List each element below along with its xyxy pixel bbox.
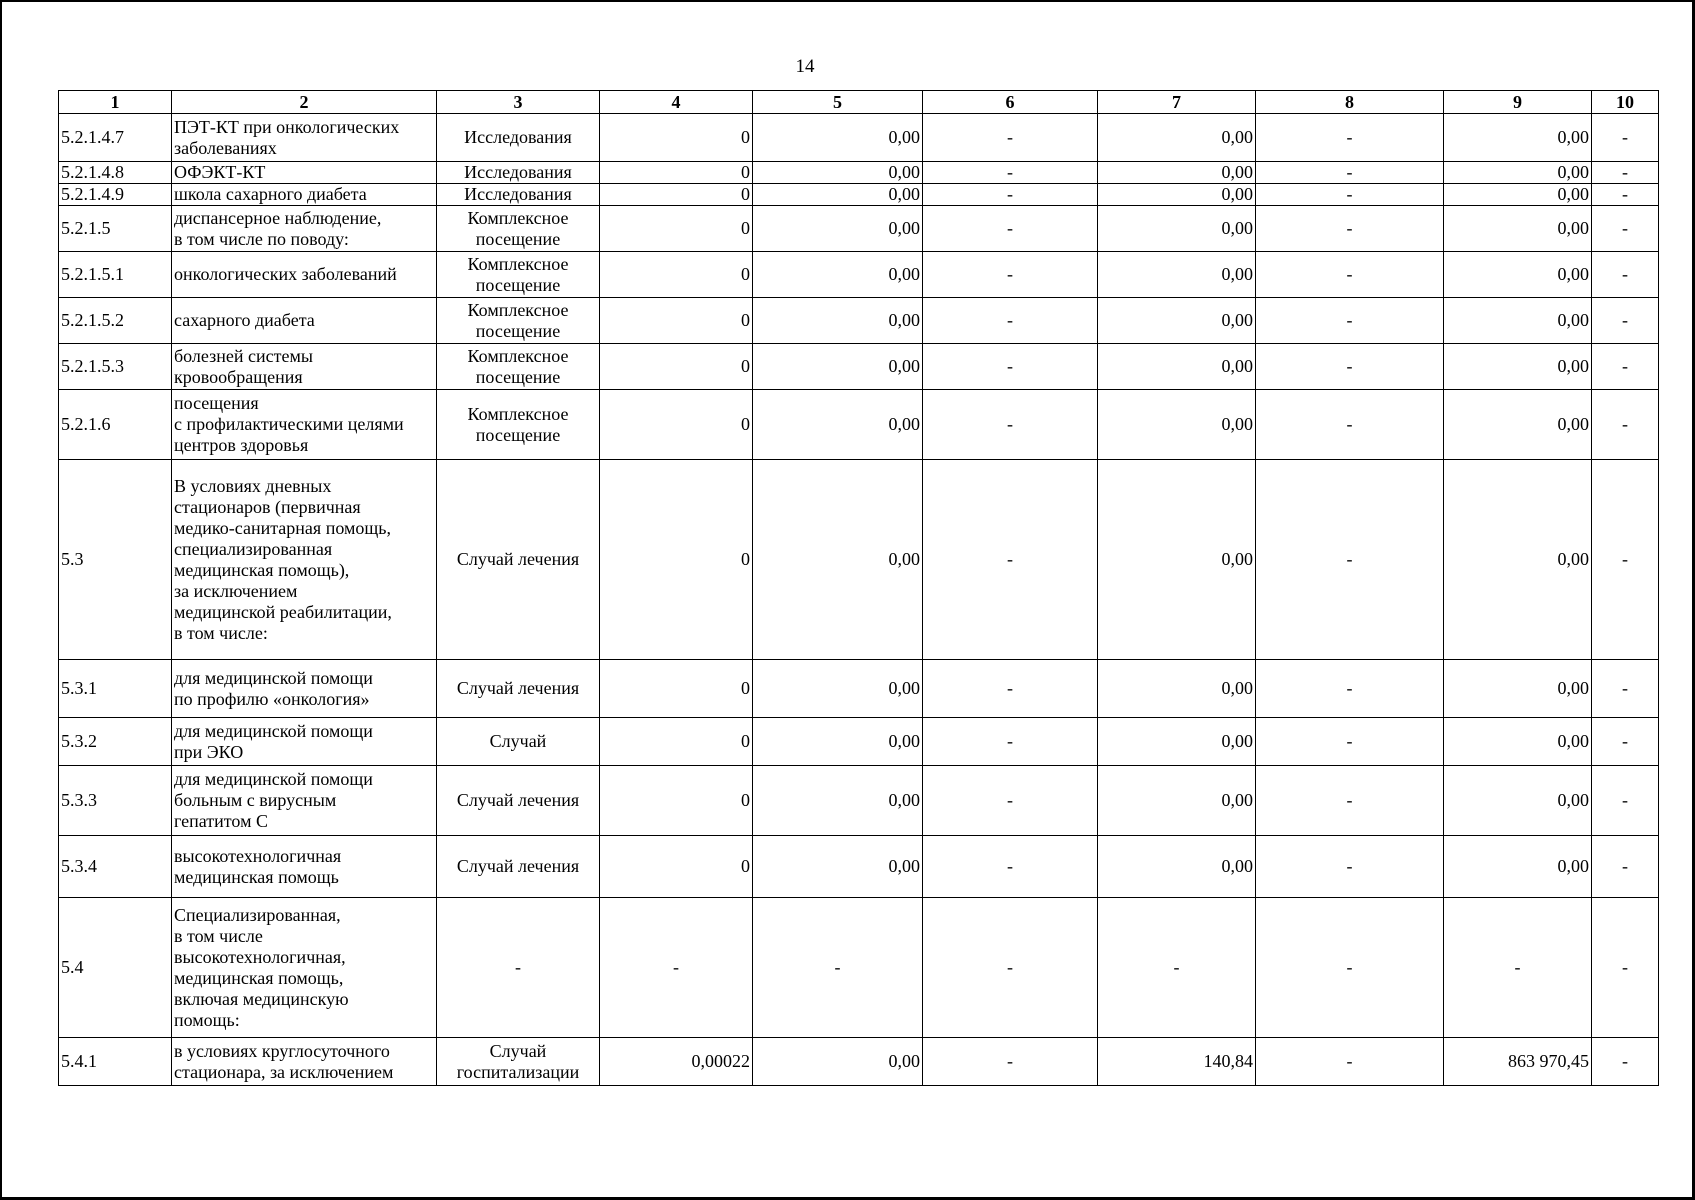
col5-value-cell: 0,00 xyxy=(753,390,923,460)
row-name-cell: болезней системы кровообращения xyxy=(172,344,437,390)
table-row xyxy=(59,1038,1659,1086)
row-code-cell: 5.3.3 xyxy=(59,766,172,836)
col4-value-cell: 0 xyxy=(600,298,753,344)
col4-value-cell: 0 xyxy=(600,184,753,206)
col6-value-cell: - xyxy=(923,660,1098,718)
table-row xyxy=(59,660,1659,718)
row-unit-cell: Случай госпитализации xyxy=(437,1038,600,1086)
row-code-cell: 5.2.1.4.8 xyxy=(59,162,172,184)
col9-value-cell: 0,00 xyxy=(1444,252,1592,298)
col4-value-cell: 0 xyxy=(600,718,753,766)
col5-value-cell: 0,00 xyxy=(753,298,923,344)
row-unit-cell: Комплексное посещение xyxy=(437,252,600,298)
row-name-cell: для медицинской помощи при ЭКО xyxy=(172,718,437,766)
col9-value-cell: 0,00 xyxy=(1444,298,1592,344)
table-row xyxy=(59,460,1659,660)
col7-value-cell: 0,00 xyxy=(1098,390,1256,460)
col10-value-cell: - xyxy=(1592,718,1659,766)
col5-value-cell: 0,00 xyxy=(753,162,923,184)
column-header: 7 xyxy=(1098,91,1256,114)
col10-value-cell: - xyxy=(1592,836,1659,898)
col10-value-cell: - xyxy=(1592,206,1659,252)
col5-value-cell: 0,00 xyxy=(753,660,923,718)
row-unit-cell: Случай лечения xyxy=(437,766,600,836)
row-name-cell: для медицинской помощи больным с вирусным гепатитом С xyxy=(172,766,437,836)
table-row xyxy=(59,344,1659,390)
col10-value-cell: - xyxy=(1592,460,1659,660)
col6-value-cell: - xyxy=(923,898,1098,1038)
col4-value-cell: 0 xyxy=(600,206,753,252)
col7-value-cell: 0,00 xyxy=(1098,460,1256,660)
col4-value-cell: 0 xyxy=(600,390,753,460)
col4-value-cell: 0 xyxy=(600,252,753,298)
col8-value-cell: - xyxy=(1256,898,1444,1038)
table-row xyxy=(59,184,1659,206)
col9-value-cell: 0,00 xyxy=(1444,344,1592,390)
row-unit-cell: - xyxy=(437,898,600,1038)
col6-value-cell: - xyxy=(923,344,1098,390)
row-unit-cell: Случай лечения xyxy=(437,836,600,898)
col4-value-cell: - xyxy=(600,898,753,1038)
table-row xyxy=(59,836,1659,898)
table-row xyxy=(59,252,1659,298)
col7-value-cell: 0,00 xyxy=(1098,766,1256,836)
col4-value-cell: 0 xyxy=(600,344,753,390)
table-row xyxy=(59,206,1659,252)
col8-value-cell: - xyxy=(1256,766,1444,836)
col5-value-cell: 0,00 xyxy=(753,718,923,766)
row-unit-cell: Комплексное посещение xyxy=(437,206,600,252)
row-name-cell: посещения с профилактическими целями центров здоровья xyxy=(172,390,437,460)
row-unit-cell: Комплексное посещение xyxy=(437,298,600,344)
row-code-cell: 5.2.1.5.3 xyxy=(59,344,172,390)
row-name-cell: сахарного диабета xyxy=(172,298,437,344)
row-unit-cell: Комплексное посещение xyxy=(437,344,600,390)
col4-value-cell: 0 xyxy=(600,766,753,836)
table-row xyxy=(59,162,1659,184)
col4-value-cell: 0 xyxy=(600,162,753,184)
col9-value-cell: 0,00 xyxy=(1444,114,1592,162)
scan-border-top xyxy=(0,0,1695,2)
col8-value-cell: - xyxy=(1256,206,1444,252)
col7-value-cell: 0,00 xyxy=(1098,836,1256,898)
row-name-cell: диспансерное наблюдение, в том числе по поводу: xyxy=(172,206,437,252)
column-header: 9 xyxy=(1444,91,1592,114)
col9-value-cell: 0,00 xyxy=(1444,836,1592,898)
table-row xyxy=(59,718,1659,766)
row-name-cell: школа сахарного диабета xyxy=(172,184,437,206)
col4-value-cell: 0 xyxy=(600,660,753,718)
row-unit-cell: Случай xyxy=(437,718,600,766)
col7-value-cell: 0,00 xyxy=(1098,162,1256,184)
col10-value-cell: - xyxy=(1592,1038,1659,1086)
row-code-cell: 5.3.4 xyxy=(59,836,172,898)
row-code-cell: 5.4.1 xyxy=(59,1038,172,1086)
column-header: 6 xyxy=(923,91,1098,114)
col5-value-cell: 0,00 xyxy=(753,206,923,252)
row-code-cell: 5.2.1.6 xyxy=(59,390,172,460)
row-name-cell: для медицинской помощи по профилю «онкология» xyxy=(172,660,437,718)
row-code-cell: 5.2.1.4.9 xyxy=(59,184,172,206)
table-row xyxy=(59,298,1659,344)
col9-value-cell: 0,00 xyxy=(1444,206,1592,252)
row-unit-cell: Исследования xyxy=(437,162,600,184)
col6-value-cell: - xyxy=(923,298,1098,344)
col8-value-cell: - xyxy=(1256,162,1444,184)
col7-value-cell: 0,00 xyxy=(1098,114,1256,162)
row-unit-cell: Случай лечения xyxy=(437,460,600,660)
col8-value-cell: - xyxy=(1256,660,1444,718)
table-row xyxy=(59,390,1659,460)
col9-value-cell: 0,00 xyxy=(1444,460,1592,660)
page-number: 14 xyxy=(795,56,815,77)
row-code-cell: 5.2.1.5.1 xyxy=(59,252,172,298)
col5-value-cell: 0,00 xyxy=(753,252,923,298)
col6-value-cell: - xyxy=(923,162,1098,184)
row-name-cell: онкологических заболеваний xyxy=(172,252,437,298)
row-name-cell: В условиях дневных стационаров (первичная медико-санитарная помощь, специализированная медицинская помощь), за исключением медицинской реабилитации, в том числе: xyxy=(172,460,437,660)
row-unit-cell: Случай лечения xyxy=(437,660,600,718)
row-name-cell: ОФЭКТ-КТ xyxy=(172,162,437,184)
column-header: 5 xyxy=(753,91,923,114)
col10-value-cell: - xyxy=(1592,184,1659,206)
row-name-cell: в условиях круглосуточного стационара, за исключением xyxy=(172,1038,437,1086)
row-code-cell: 5.2.1.5 xyxy=(59,206,172,252)
column-header: 4 xyxy=(600,91,753,114)
col4-value-cell: 0,00022 xyxy=(600,1038,753,1086)
scan-border-left xyxy=(0,0,2,1200)
col9-value-cell: 0,00 xyxy=(1444,766,1592,836)
col7-value-cell: 0,00 xyxy=(1098,252,1256,298)
row-code-cell: 5.3.1 xyxy=(59,660,172,718)
col5-value-cell: 0,00 xyxy=(753,460,923,660)
col7-value-cell: 0,00 xyxy=(1098,344,1256,390)
col5-value-cell: 0,00 xyxy=(753,114,923,162)
col5-value-cell: - xyxy=(753,898,923,1038)
column-header: 8 xyxy=(1256,91,1444,114)
row-unit-cell: Комплексное посещение xyxy=(437,390,600,460)
col8-value-cell: - xyxy=(1256,390,1444,460)
col5-value-cell: 0,00 xyxy=(753,1038,923,1086)
col4-value-cell: 0 xyxy=(600,114,753,162)
col6-value-cell: - xyxy=(923,766,1098,836)
col8-value-cell: - xyxy=(1256,1038,1444,1086)
col6-value-cell: - xyxy=(923,390,1098,460)
data-table xyxy=(58,90,1659,1086)
column-header: 3 xyxy=(437,91,600,114)
col8-value-cell: - xyxy=(1256,252,1444,298)
col6-value-cell: - xyxy=(923,206,1098,252)
col4-value-cell: 0 xyxy=(600,836,753,898)
col5-value-cell: 0,00 xyxy=(753,836,923,898)
col5-value-cell: 0,00 xyxy=(753,184,923,206)
column-header: 2 xyxy=(172,91,437,114)
col10-value-cell: - xyxy=(1592,298,1659,344)
col6-value-cell: - xyxy=(923,184,1098,206)
col8-value-cell: - xyxy=(1256,836,1444,898)
row-code-cell: 5.3 xyxy=(59,460,172,660)
row-code-cell: 5.2.1.5.2 xyxy=(59,298,172,344)
table-row xyxy=(59,766,1659,836)
col9-value-cell: 0,00 xyxy=(1444,390,1592,460)
col8-value-cell: - xyxy=(1256,114,1444,162)
col7-value-cell: 0,00 xyxy=(1098,206,1256,252)
col6-value-cell: - xyxy=(923,114,1098,162)
col7-value-cell: 0,00 xyxy=(1098,718,1256,766)
col4-value-cell: 0 xyxy=(600,460,753,660)
table-row xyxy=(59,114,1659,162)
col5-value-cell: 0,00 xyxy=(753,766,923,836)
col10-value-cell: - xyxy=(1592,898,1659,1038)
col6-value-cell: - xyxy=(923,252,1098,298)
col8-value-cell: - xyxy=(1256,344,1444,390)
col8-value-cell: - xyxy=(1256,298,1444,344)
col7-value-cell: 0,00 xyxy=(1098,660,1256,718)
col6-value-cell: - xyxy=(923,836,1098,898)
col9-value-cell: 0,00 xyxy=(1444,718,1592,766)
col6-value-cell: - xyxy=(923,1038,1098,1086)
col7-value-cell: 140,84 xyxy=(1098,1038,1256,1086)
col5-value-cell: 0,00 xyxy=(753,344,923,390)
col9-value-cell: 0,00 xyxy=(1444,162,1592,184)
row-name-cell: ПЭТ-КТ при онкологических заболеваниях xyxy=(172,114,437,162)
row-unit-cell: Исследования xyxy=(437,114,600,162)
col10-value-cell: - xyxy=(1592,390,1659,460)
col8-value-cell: - xyxy=(1256,718,1444,766)
col6-value-cell: - xyxy=(923,460,1098,660)
col7-value-cell: 0,00 xyxy=(1098,298,1256,344)
col6-value-cell: - xyxy=(923,718,1098,766)
col10-value-cell: - xyxy=(1592,344,1659,390)
col10-value-cell: - xyxy=(1592,766,1659,836)
col10-value-cell: - xyxy=(1592,162,1659,184)
row-code-cell: 5.2.1.4.7 xyxy=(59,114,172,162)
column-header: 10 xyxy=(1592,91,1659,114)
row-code-cell: 5.4 xyxy=(59,898,172,1038)
col10-value-cell: - xyxy=(1592,252,1659,298)
row-name-cell: Специализированная, в том числе высокотехнологичная, медицинская помощь, включая медицинскую помощь: xyxy=(172,898,437,1038)
col8-value-cell: - xyxy=(1256,184,1444,206)
row-code-cell: 5.3.2 xyxy=(59,718,172,766)
col9-value-cell: - xyxy=(1444,898,1592,1038)
col10-value-cell: - xyxy=(1592,660,1659,718)
col7-value-cell: - xyxy=(1098,898,1256,1038)
column-header: 1 xyxy=(59,91,172,114)
col9-value-cell: 0,00 xyxy=(1444,184,1592,206)
col7-value-cell: 0,00 xyxy=(1098,184,1256,206)
row-name-cell: высокотехнологичная медицинская помощь xyxy=(172,836,437,898)
col9-value-cell: 863 970,45 xyxy=(1444,1038,1592,1086)
col8-value-cell: - xyxy=(1256,460,1444,660)
col9-value-cell: 0,00 xyxy=(1444,660,1592,718)
row-unit-cell: Исследования xyxy=(437,184,600,206)
table-row xyxy=(59,898,1659,1038)
col10-value-cell: - xyxy=(1592,114,1659,162)
header-row xyxy=(59,91,1659,114)
